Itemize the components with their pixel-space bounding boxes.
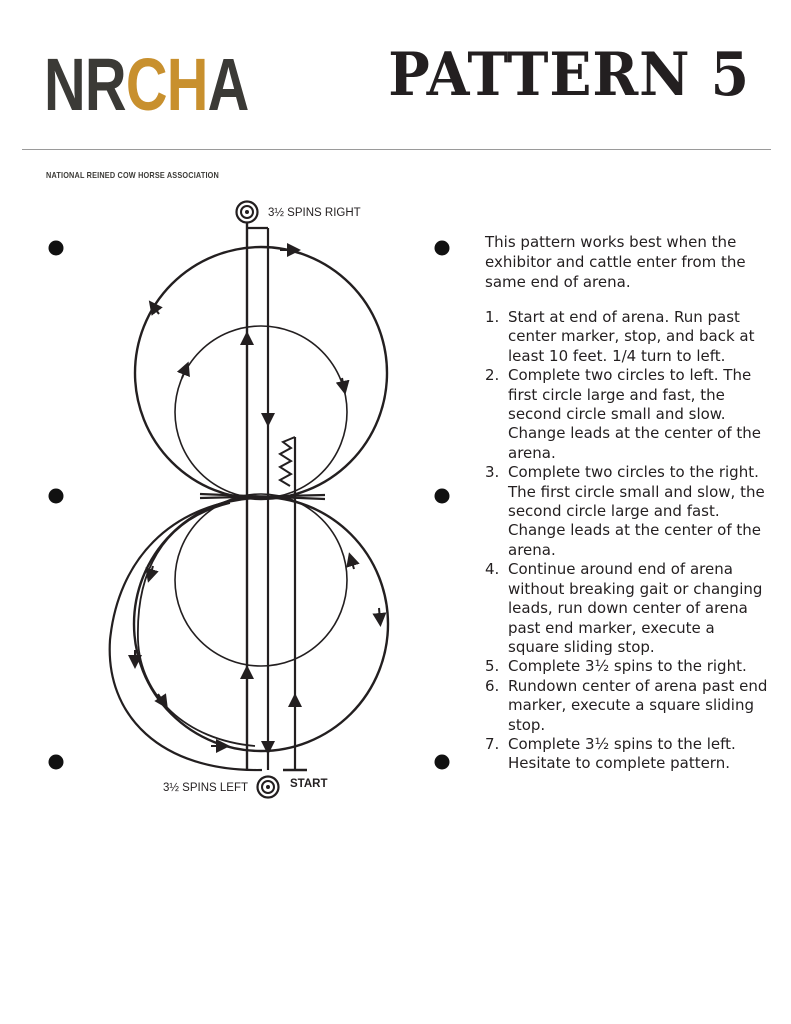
logo-subtitle: NATIONAL REINED COW HORSE ASSOCIATION <box>46 170 219 180</box>
step-number: 7. <box>485 734 500 753</box>
step-text: Rundown center of arena past end marker, execute a square sliding stop. <box>508 676 768 734</box>
arena-marker <box>49 755 64 770</box>
list-item <box>485 677 770 735</box>
logo-wordmark <box>44 44 249 126</box>
step-text: Complete two circles to left. The first circle large and fast, the second circle small and slow. Change leads at the center of the arena. <box>508 366 761 462</box>
list-item <box>485 657 770 676</box>
list-item <box>485 366 770 463</box>
logo-letter: R <box>84 43 126 126</box>
header-divider <box>22 149 771 150</box>
steps-list <box>485 308 770 774</box>
logo-letter: A <box>207 43 249 126</box>
arena-marker <box>435 755 450 770</box>
step-text: Start at end of arena. Run past center marker, stop, and back at least 10 feet. 1/4 turn to left. <box>508 308 755 365</box>
spins-right-label: 3½ SPINS RIGHT <box>268 207 361 219</box>
intro-text: This pattern works best when the exhibitor and cattle enter from the same end of arena. <box>485 233 746 291</box>
arena-marker <box>435 489 450 504</box>
step-number: 3. <box>485 463 500 482</box>
backup-zigzag <box>280 437 295 486</box>
spins-left-label: 3½ SPINS LEFT <box>163 782 249 794</box>
logo-letter: H <box>166 43 208 126</box>
direction-arrow <box>153 306 159 314</box>
nrcha-logo <box>44 43 249 180</box>
spin-spiral-right <box>237 202 258 223</box>
pattern-diagram <box>0 180 470 820</box>
arena-marker <box>435 241 450 256</box>
logo-letter: N <box>44 43 85 126</box>
arena-marker <box>49 241 64 256</box>
step-text: Complete 3½ spins to the right. <box>508 657 747 676</box>
step-number: 5. <box>485 657 500 676</box>
page-title: PATTERN 5 <box>388 40 750 110</box>
step-text: Complete 3½ spins to the left. Hesitate to complete pattern. <box>508 734 736 773</box>
list-item <box>485 308 770 366</box>
direction-arrow <box>379 608 380 620</box>
small-circle-right <box>175 494 347 666</box>
logo-letter: C <box>125 43 167 126</box>
list-item <box>485 463 770 560</box>
step-text: Continue around end of arena without breaking gait or changing leads, run down center of arena past end marker, execute a square sliding stop. <box>508 560 763 656</box>
direction-arrow <box>182 368 186 378</box>
direction-arrow <box>351 559 354 569</box>
list-item <box>485 560 770 657</box>
small-circle-left <box>175 326 347 498</box>
step-number: 1. <box>485 308 500 326</box>
step-text: Complete two circles to the right. The first circle small and slow, the second circle large and fast. Change leads at the center of the arena. <box>508 463 765 559</box>
step-number: 2. <box>485 366 500 385</box>
arena-marker <box>49 489 64 504</box>
large-circle-left <box>135 247 387 499</box>
list-item <box>485 735 770 774</box>
step-number: 4. <box>485 560 500 579</box>
step-number: 6. <box>485 676 500 695</box>
start-label: START <box>290 778 328 790</box>
spin-spiral-left <box>258 777 279 798</box>
